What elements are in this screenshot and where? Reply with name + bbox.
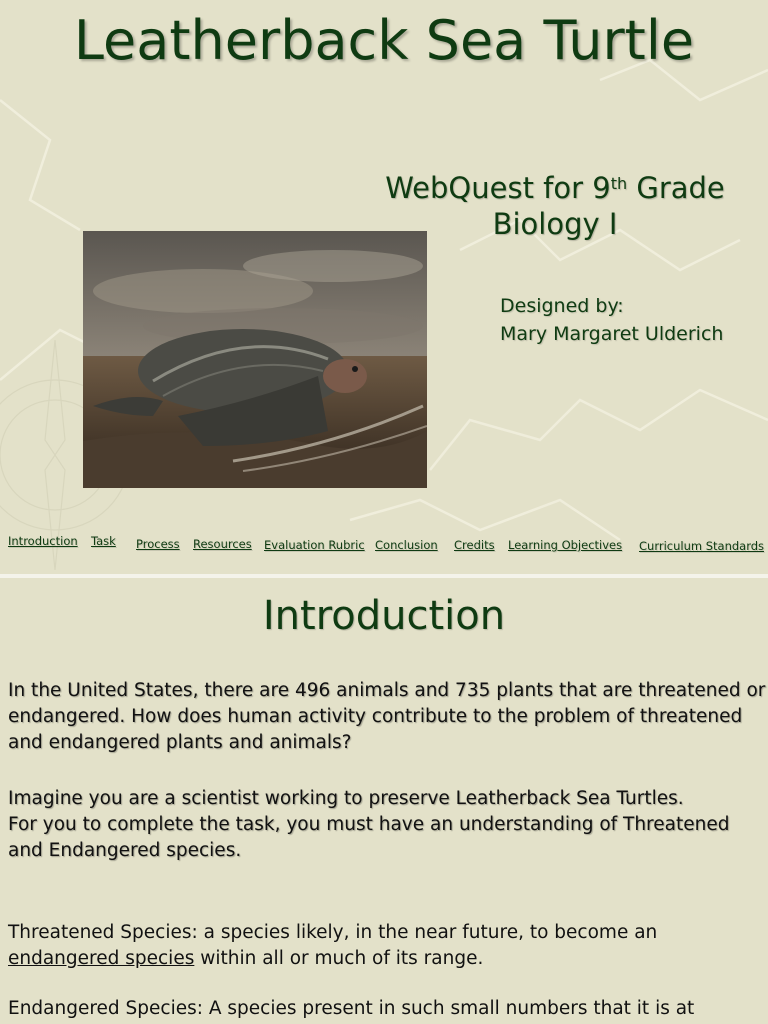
threatened-definition [8,920,766,972]
nav-link-process[interactable]: Process [136,537,180,551]
subtitle-line1-suffix: Grade [627,171,725,205]
intro-paragraph-2-line2: For you to complete the task, you must have an understanding of Threatened and Endangered species. [8,814,730,861]
subtitle-superscript: th [610,174,628,193]
nav-link-introduction[interactable]: Introduction [8,534,78,548]
designed-by-label: Designed by: [500,295,624,317]
nav-link-task[interactable]: Task [91,534,116,548]
intro-paragraph-1: In the United States, there are 496 animals and 735 plants that are threatened or endangered. How does human activity contribute to the problem of threatened and endangered plants and animals? [8,680,766,753]
nav-link-learning-objectives[interactable]: Learning Objectives [508,538,623,552]
page-title: Leatherback Sea Turtle [73,9,695,72]
intro-paragraph-2 [8,786,766,864]
nav-link-evaluation-rubric[interactable]: Evaluation Rubric [264,538,365,552]
introduction-slide [0,578,768,1024]
intro-paragraph-2-line1: Imagine you are a scientist working to preserve Leatherback Sea Turtles. [8,788,684,809]
subtitle-line2: Biology I [492,207,618,241]
nav-link-credits[interactable]: Credits [454,538,495,552]
nav-link-conclusion[interactable]: Conclusion [375,538,438,552]
nav-link-curriculum-standards[interactable]: Curriculum Standards [639,539,765,553]
threatened-suffix: within all or much of its range. [194,948,484,969]
designer-name: Mary Margaret Ulderich [500,323,724,345]
endangered-species-link[interactable]: endangered species [8,948,195,969]
threatened-prefix: Threatened Species: a species likely, in the near future, to become an [8,922,658,943]
subtitle-line1-text: WebQuest for 9 [385,171,611,205]
introduction-heading: Introduction [262,593,506,639]
endangered-definition: Endangered Species: A species present in such small numbers that it is at [8,998,695,1019]
nav-link-resources[interactable]: Resources [193,537,252,551]
